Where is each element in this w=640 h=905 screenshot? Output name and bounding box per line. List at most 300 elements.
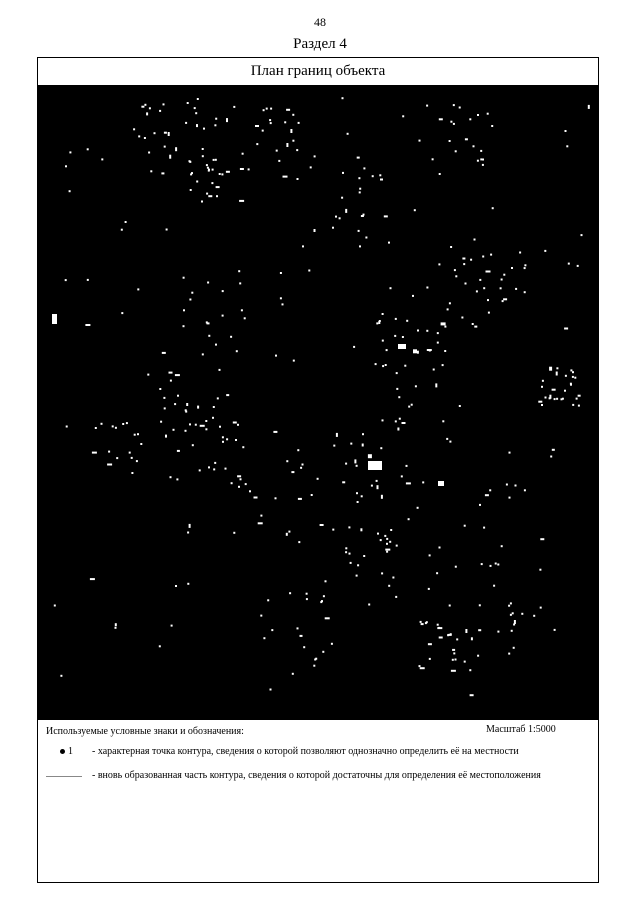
speckle-dot	[500, 287, 502, 289]
speckle-dot	[356, 575, 358, 577]
speckle-dot	[166, 229, 168, 231]
speckle-dot	[429, 658, 431, 660]
speckle-dot	[208, 466, 210, 468]
speckle-dot	[249, 490, 251, 492]
speckle-dot	[356, 492, 358, 494]
speckle-dot	[474, 326, 477, 328]
speckle-dot	[404, 365, 406, 367]
point-number-label: 1	[68, 746, 73, 757]
speckle-dot	[390, 287, 392, 289]
speckle-dot	[345, 463, 347, 465]
speckle-dot	[207, 322, 210, 324]
speckle-dot	[493, 585, 495, 587]
legend-item-line-text: - вновь образованная часть контура, сведения о которой достаточны для определения её местоположения	[92, 770, 541, 781]
speckle-dot	[314, 229, 316, 232]
speckle-dot	[572, 371, 574, 373]
speckle-dot	[487, 113, 489, 115]
speckle-dot	[240, 478, 242, 480]
speckle-dot	[386, 551, 388, 553]
speckle-dot	[358, 230, 360, 232]
speckle-dot	[450, 633, 452, 635]
speckle-dot	[465, 138, 468, 140]
speckle-dot	[359, 245, 361, 247]
speckle-dot	[192, 444, 194, 446]
speckle-dot	[87, 148, 89, 150]
speckle-dot	[439, 118, 443, 120]
speckle-dot	[345, 547, 347, 549]
speckle-dot	[428, 643, 432, 645]
speckle-dot	[524, 291, 526, 293]
speckle-dot	[381, 572, 383, 574]
speckle-dot	[550, 456, 552, 458]
speckle-dot	[453, 104, 455, 106]
speckle-dot	[171, 625, 173, 627]
speckle-dot	[455, 150, 457, 152]
speckle-dot	[292, 140, 294, 142]
speckle-dot	[270, 689, 272, 691]
speckle-dot	[60, 675, 62, 677]
speckle-dot	[450, 121, 452, 123]
speckle-dot	[511, 630, 513, 632]
speckle-dot	[303, 646, 305, 648]
speckle-dot	[197, 98, 199, 100]
speckle-dot	[397, 428, 399, 431]
speckle-dot	[382, 340, 384, 342]
speckle-dot	[371, 485, 373, 487]
speckle-dot	[154, 132, 156, 134]
speckle-dot	[398, 396, 400, 398]
speckle-dot	[226, 171, 230, 173]
speckle-dot	[459, 107, 461, 109]
speckle-dot	[226, 394, 229, 396]
speckle-dot	[195, 112, 197, 114]
speckle-dot	[341, 197, 343, 199]
speckle-dot	[384, 535, 386, 537]
speckle-dot	[175, 374, 180, 376]
speckle-dot	[452, 649, 455, 651]
speckle-dot	[540, 607, 542, 609]
speckle-dot	[439, 637, 443, 639]
speckle-dot	[293, 360, 295, 362]
speckle-dot	[275, 497, 277, 499]
speckle-blob	[438, 481, 444, 486]
speckle-dot	[490, 254, 492, 256]
speckle-dot	[412, 295, 414, 297]
speckle-dot	[320, 601, 322, 603]
speckle-dot	[362, 433, 364, 435]
speckle-dot	[417, 351, 419, 354]
speckle-dot	[399, 418, 401, 420]
speckle-dot	[376, 322, 378, 324]
speckle-dot	[162, 352, 166, 354]
speckle-dot	[408, 406, 410, 408]
speckle-dot	[141, 106, 144, 108]
speckle-dot	[202, 353, 204, 355]
speckle-dot	[217, 397, 219, 399]
speckle-dot	[511, 267, 513, 269]
speckle-dot	[239, 282, 241, 284]
speckle-dot	[208, 170, 210, 172]
speckle-dot	[568, 263, 570, 265]
speckle-dot	[186, 403, 188, 406]
speckle-dot	[348, 526, 350, 528]
speckle-dot	[509, 452, 511, 454]
speckle-dot	[131, 457, 133, 459]
speckle-dot	[202, 148, 204, 150]
speckle-dot	[446, 438, 448, 440]
speckle-dot	[476, 290, 478, 292]
speckle-dot	[350, 443, 352, 445]
speckle-dot	[539, 569, 541, 571]
speckle-dot	[197, 406, 199, 409]
speckle-dot	[469, 669, 471, 671]
speckle-dot	[242, 446, 244, 448]
speckle-dot	[541, 386, 543, 388]
speckle-dot	[225, 468, 227, 470]
speckle-dot	[361, 495, 363, 497]
speckle-dot	[342, 97, 344, 99]
plan-map-image	[38, 86, 598, 720]
speckle-dot	[474, 239, 476, 241]
speckle-dot	[313, 665, 315, 667]
speckle-dot	[363, 555, 365, 557]
legend-item-point-text: - характерная точка контура, сведения о которой позволяют однозначно определить её на местности	[92, 746, 519, 757]
speckle-dot	[144, 137, 146, 139]
speckle-dot	[187, 102, 189, 104]
speckle-dot	[222, 436, 224, 438]
speckle-dot	[177, 450, 180, 452]
speckle-dot	[477, 114, 479, 116]
speckle-dot	[216, 186, 220, 188]
speckle-dot	[185, 122, 187, 124]
speckle-dot	[347, 133, 349, 135]
speckle-dot	[566, 145, 568, 147]
speckle-dot	[185, 409, 187, 411]
speckle-dot	[292, 673, 294, 675]
speckle-dot	[194, 107, 196, 109]
speckle-dot	[377, 485, 379, 489]
speckle-dot	[189, 423, 191, 425]
speckle-dot	[202, 155, 204, 157]
speckle-dot	[107, 464, 112, 466]
speckle-dot	[454, 269, 456, 271]
speckle-dot	[280, 272, 282, 274]
speckle-dot	[514, 620, 516, 624]
speckle-dot	[213, 406, 215, 408]
speckle-dot	[422, 481, 424, 483]
speckle-dot	[121, 229, 123, 231]
speckle-dot	[472, 323, 474, 325]
speckle-dot	[101, 158, 103, 160]
speckle-dot	[549, 367, 552, 371]
speckle-dot	[215, 344, 217, 346]
speckle-dot	[480, 150, 482, 152]
speckle-dot	[396, 545, 398, 547]
speckle-dot	[395, 318, 397, 320]
speckle-dot	[345, 551, 347, 553]
speckle-dot	[275, 355, 277, 357]
speckle-dot	[140, 443, 142, 445]
speckle-dot	[269, 119, 271, 121]
speckle-dot	[231, 482, 233, 484]
speckle-dot	[159, 645, 161, 647]
scale-label: Масштаб 1:5000	[486, 724, 556, 735]
speckle-dot	[65, 279, 67, 281]
speckle-dot	[395, 420, 397, 422]
speckle-dot	[479, 279, 481, 281]
speckle-dot	[276, 150, 278, 152]
speckle-dot	[365, 237, 367, 239]
speckle-dot	[147, 374, 149, 376]
speckle-dot	[436, 572, 438, 574]
speckle-blob	[398, 344, 406, 349]
speckle-dot	[206, 193, 208, 195]
speckle-dot	[376, 480, 378, 482]
speckle-dot	[508, 605, 510, 607]
speckle-dot	[336, 433, 338, 437]
speckle-dot	[420, 667, 425, 669]
speckle-dot	[491, 125, 493, 127]
speckle-dot	[236, 350, 238, 352]
speckle-dot	[426, 287, 428, 289]
speckle-dot	[137, 288, 139, 290]
speckle-dot	[320, 524, 324, 526]
speckle-dot	[270, 122, 272, 124]
speckle-dot	[297, 627, 299, 629]
speckle-dot	[486, 271, 491, 273]
speckle-dot	[297, 449, 299, 451]
speckle-dot	[386, 543, 388, 545]
speckle-dot	[164, 132, 167, 134]
speckle-dot	[492, 207, 494, 209]
speckle-dot	[254, 497, 258, 499]
speckle-dot	[490, 565, 492, 567]
speckle-dot	[402, 115, 404, 117]
speckle-dot	[503, 298, 507, 300]
speckle-dot	[203, 128, 205, 130]
speckle-dot	[501, 279, 503, 281]
speckle-dot	[515, 288, 517, 290]
speckle-dot	[168, 132, 170, 136]
speckle-dot	[541, 404, 543, 406]
speckle-dot	[148, 152, 150, 154]
speckle-dot	[556, 367, 558, 369]
speckle-dot	[87, 279, 89, 281]
speckle-dot	[554, 398, 556, 400]
speckle-dot	[239, 200, 244, 202]
speckle-dot	[357, 564, 359, 566]
speckle-dot	[300, 467, 302, 469]
speckle-dot	[237, 475, 241, 477]
speckle-dot	[258, 522, 263, 524]
speckle-dot	[260, 515, 262, 517]
speckle-dot	[300, 635, 303, 637]
plan-frame	[37, 57, 599, 883]
speckle-dot	[183, 325, 185, 327]
speckle-dot	[308, 270, 310, 272]
speckle-dot	[174, 403, 176, 405]
speckle-dot	[574, 377, 576, 379]
speckle-dot	[150, 170, 152, 172]
speckle-dot	[556, 398, 558, 400]
speckle-dot	[345, 209, 347, 213]
speckle-dot	[353, 346, 355, 348]
speckle-dot	[296, 149, 298, 151]
speckle-dot	[248, 168, 250, 170]
speckle-dot	[207, 167, 209, 169]
speckle-dot	[406, 465, 408, 467]
speckle-dot	[455, 659, 457, 661]
speckle-dot	[524, 267, 526, 269]
speckle-dot	[163, 103, 165, 105]
speckle-dot	[417, 507, 419, 509]
speckle-dot	[455, 275, 457, 277]
speckle-dot	[461, 317, 463, 319]
speckle-dot	[173, 429, 175, 431]
speckle-dot	[101, 423, 103, 425]
speckle-dot	[380, 539, 382, 541]
speckle-dot	[380, 447, 382, 449]
speckle-dot	[508, 653, 510, 655]
speckle-dot	[453, 123, 455, 125]
speckle-dot	[183, 277, 185, 279]
speckle-dot	[577, 265, 579, 267]
speckle-dot	[386, 538, 388, 540]
speckle-dot	[115, 623, 117, 626]
speckle-dot	[426, 105, 428, 107]
speckle-dot	[190, 189, 192, 191]
speckle-dot	[165, 435, 167, 438]
speckle-dot	[419, 140, 421, 142]
speckle-dot	[581, 234, 583, 236]
speckle-dot	[382, 365, 384, 367]
speckle-dot	[266, 108, 268, 110]
speckle-dot	[219, 173, 221, 175]
speckle-dot	[342, 172, 344, 174]
speckle-dot	[449, 302, 451, 304]
speckle-dot	[170, 380, 172, 382]
speckle-dot	[219, 426, 221, 428]
speckle-dot	[565, 375, 567, 377]
speckle-dot	[363, 214, 365, 216]
speckle-dot	[208, 195, 212, 197]
speckle-dot	[211, 182, 213, 184]
speckle-dot	[126, 422, 128, 424]
speckle-dot	[359, 188, 361, 190]
speckle-dot	[267, 599, 269, 601]
speckle-dot	[509, 497, 511, 499]
speckle-dot	[382, 313, 384, 315]
speckle-dot	[450, 246, 452, 248]
speckle-dot	[578, 405, 580, 407]
speckle-dot	[302, 245, 304, 247]
speckle-dot	[564, 328, 568, 330]
speckle-dot	[495, 563, 497, 565]
speckle-dot	[255, 125, 259, 127]
speckle-dot	[497, 631, 499, 633]
speckle-dot	[226, 438, 228, 440]
speckle-dot	[286, 533, 288, 536]
speckle-dot	[169, 372, 173, 374]
speckle-dot	[483, 527, 485, 529]
speckle-dot	[69, 190, 71, 192]
speckle-dot	[131, 472, 133, 474]
speckle-dot	[65, 165, 67, 167]
speckle-dot	[479, 504, 481, 506]
speckle-dot	[381, 495, 383, 499]
speckle-dot	[465, 629, 467, 633]
speckle-dot	[449, 140, 451, 142]
speckle-dot	[144, 104, 146, 106]
speckle-dot	[325, 617, 330, 619]
speckle-dot	[570, 383, 572, 385]
speckle-dot	[189, 299, 191, 301]
speckle-dot	[552, 449, 555, 451]
speckle-dot	[524, 264, 526, 266]
speckle-dot	[482, 256, 484, 258]
speckle-dot	[470, 259, 472, 261]
speckle-dot	[380, 179, 383, 181]
speckle-dot	[442, 364, 444, 366]
speckle-dot	[159, 110, 161, 112]
speckle-dot	[213, 468, 215, 470]
speckle-dot	[411, 404, 413, 406]
speckle-dot	[298, 122, 300, 124]
speckle-dot	[175, 147, 177, 151]
speckle-dot	[226, 118, 228, 122]
speckle-dot	[149, 107, 151, 109]
speckle-dot	[363, 167, 365, 169]
speckle-dot	[554, 629, 556, 631]
speckle-dot	[284, 121, 286, 123]
speckle-dot	[213, 159, 215, 161]
speckle-dot	[273, 431, 277, 433]
speckle-dot	[421, 623, 424, 625]
speckle-dot	[233, 422, 237, 424]
speckle-dot	[286, 143, 288, 147]
speckle-dot	[437, 332, 439, 334]
speckle-dot	[205, 420, 207, 422]
speckle-dot	[196, 181, 198, 183]
speckle-dot	[201, 201, 203, 203]
speckle-dot	[125, 221, 127, 223]
speckle-dot	[241, 309, 243, 311]
speckle-dot	[433, 369, 435, 371]
speckle-dot	[311, 494, 313, 496]
speckle-dot	[322, 651, 324, 653]
speckle-dot	[136, 460, 138, 462]
speckle-dot	[449, 605, 451, 607]
speckle-dot	[189, 161, 191, 163]
speckle-dot	[310, 166, 312, 168]
speckle-dot	[478, 629, 481, 631]
speckle-dot	[214, 124, 216, 126]
speckle-dot	[175, 585, 177, 587]
speckle-dot	[359, 191, 361, 193]
speckle-dot	[331, 643, 333, 645]
speckle-dot	[358, 177, 360, 179]
speckle-dot	[420, 621, 422, 623]
speckle-dot	[116, 457, 118, 459]
speckle-dot	[463, 263, 465, 265]
speckle-dot	[216, 195, 218, 197]
speckle-dot	[578, 395, 581, 397]
speckle-dot	[512, 612, 514, 614]
speckle-dot	[392, 577, 394, 579]
point-icon	[46, 746, 82, 758]
speckle-dot	[138, 135, 140, 137]
speckle-dot	[362, 444, 364, 447]
